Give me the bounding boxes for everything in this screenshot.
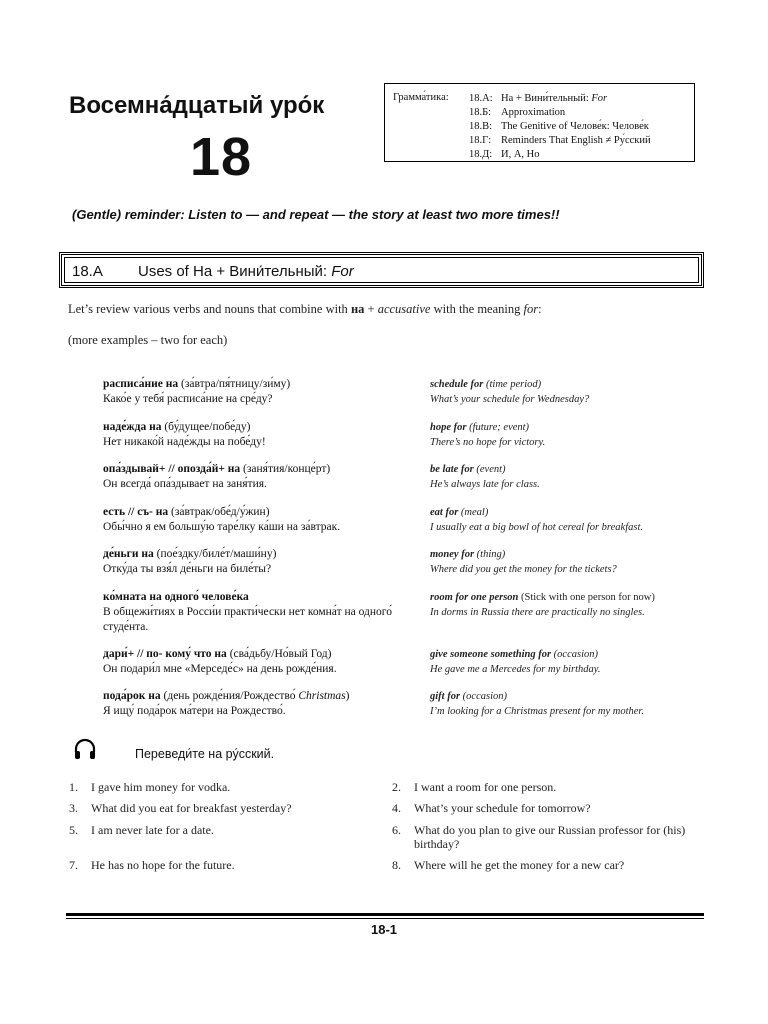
intro-paragraph: Let’s review various verbs and nouns that combine with на + accusative with the meaning for: bbox=[68, 302, 542, 316]
vocabulary-entry: дари́+ // по- кому́ что на (сва́дьбу/Но́вый Год) Он подари́л мне «Мерседе́с» на день рожде́ния. give someone something for (occasion) He gave me a Mercedes for my birthday. bbox=[103, 647, 601, 675]
grammar-item: 18.Д: И, А, Но bbox=[469, 149, 540, 160]
lesson-number: 18 bbox=[190, 127, 253, 187]
vocabulary-entry: есть // съ- на (за́втрак/обе́д/у́жин) Обы́чно я ем большу́ю таре́лку ка́ши на за́втрак. eat for (meal) I usually eat a big bowl of hot cereal for breakfast. bbox=[103, 505, 643, 533]
vocabulary-entry: наде́жда на (бу́дущее/побе́ду) Нет никако́й наде́жды на побе́ду! hope for (future; event) There’s no hope for victory. bbox=[103, 420, 546, 448]
section-title: Uses of На + Вини́тельный: For bbox=[138, 263, 354, 280]
vocabulary-entry: расписа́ние на (за́втра/пя́тницу/зи́му) Како́е у тебя́ расписа́ние на сре́ду? schedule for (time period) What’s your schedule for Wednesday? bbox=[103, 378, 590, 405]
grammar-item: 18.Б: Approximation bbox=[469, 107, 566, 118]
grammar-label: Грамма́тика: bbox=[393, 92, 449, 103]
page-number: 18-1 bbox=[370, 922, 398, 937]
headphones-icon bbox=[73, 738, 97, 762]
vocabulary-list bbox=[103, 377, 713, 732]
grammar-item: 18.Г: Reminders That English ≠ Ру́сский bbox=[469, 135, 651, 146]
grammar-topics-box bbox=[384, 83, 695, 162]
grammar-item: 18.А: На + Вини́тельный: For bbox=[469, 93, 608, 104]
translate-prompt: Переведи́те на ру́сский. bbox=[135, 747, 275, 761]
vocabulary-entry: пода́рок на (день рожде́ния/Рождество́ Christmas) Я ищу́ пода́рок ма́тери на Рождество́. gift for (occasion) I’m looking for a Christmas present for my mother. bbox=[103, 690, 644, 717]
vocabulary-entry: опа́здывай+ // опозда́й+ на (заня́тия/конце́рт) Он всегда́ опа́здывает на заня́тия. be late for (event) He’s always late for class. bbox=[103, 463, 540, 490]
section-code: 18.A bbox=[72, 263, 103, 280]
grammar-item: 18.В: The Genitive of Челове́к: Челове́к bbox=[469, 121, 649, 132]
vocabulary-entry: ко́мната на одного́ челове́ка В общежи́тиях в Росси́и практи́чески нет комна́т на одного́ студе́нта. room for one person (Stick with one person for now) In dorms in Russia there are practically no singles. bbox=[103, 590, 655, 633]
footer-rule-thin bbox=[66, 918, 704, 919]
reminder-text: (Gentle) reminder: Listen to — and repeat — the story at least two more times!! bbox=[72, 207, 560, 222]
section-heading bbox=[59, 252, 704, 288]
grammar-list bbox=[469, 92, 651, 162]
vocabulary-entry: де́ньги на (пое́здку/биле́т/маши́ну) Отку́да ты взя́л де́ньги на биле́ты? money for (thing) Where did you get the money for the tickets? bbox=[103, 548, 617, 575]
lesson-title: Восемна́дцатый уро́к bbox=[69, 92, 325, 119]
intro-note: (more examples – two for each) bbox=[68, 333, 228, 347]
footer-rule bbox=[66, 913, 704, 916]
